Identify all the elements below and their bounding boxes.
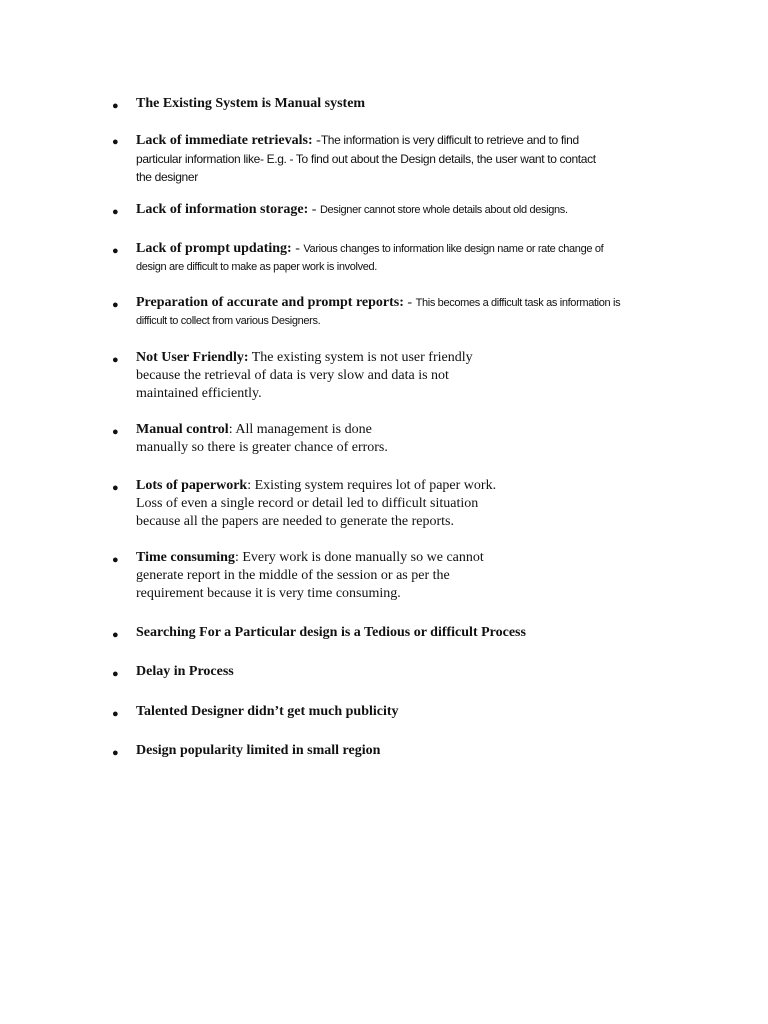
item-description-line: Every work is done manually so we cannot <box>242 550 484 565</box>
item-title: Time consuming <box>136 550 235 565</box>
item-separator: - <box>312 133 321 148</box>
item-title: Design popularity limited in small region <box>136 743 381 758</box>
bullet-icon: ● <box>112 136 119 148</box>
item-description-line: design are difficult to make as paper work is involved. <box>136 261 378 273</box>
item-description-line: because the retrieval of data is very slow and data is not <box>136 368 449 383</box>
item-description-line: particular information like- E.g. - To find out about the Design details, the user want to contact <box>136 152 596 166</box>
item-title: Lack of prompt updating: <box>136 241 292 256</box>
bullet-icon: ● <box>112 100 119 112</box>
list-item-content <box>136 477 496 531</box>
item-description-line: Existing system requires lot of paper work. <box>254 478 497 493</box>
bullet-icon: ● <box>112 299 119 311</box>
list-item-content <box>136 294 620 330</box>
list-item-content <box>136 131 596 186</box>
bullet-icon: ● <box>112 668 119 680</box>
item-description-line: Loss of even a single record or detail led to difficult situation <box>136 496 479 511</box>
item-separator: : <box>228 422 236 437</box>
item-description-line: because all the papers are needed to generate the reports. <box>136 514 454 529</box>
item-title: Searching For a Particular design is a Tedious or difficult Process <box>136 625 526 640</box>
item-description-line: This becomes a difficult task as information is <box>415 297 621 309</box>
item-separator: : <box>247 478 255 493</box>
item-separator: : <box>234 550 243 565</box>
item-separator: - <box>308 202 320 217</box>
item-title: Lack of information storage: <box>136 202 309 217</box>
item-description-line: generate report in the middle of the session or as per the <box>136 568 450 583</box>
bullet-icon: ● <box>112 554 119 566</box>
list-item-content <box>136 421 388 457</box>
bullet-icon: ● <box>112 426 119 438</box>
list-item-content <box>136 742 380 760</box>
item-description-line: manually so there is greater chance of errors. <box>136 440 388 455</box>
item-title: Lots of paperwork <box>136 478 248 493</box>
item-description-line: The information is very difficult to retrieve and to find <box>320 133 579 147</box>
list-item-content <box>136 703 399 721</box>
list-item-content <box>136 663 234 681</box>
item-title: Manual control <box>136 422 229 437</box>
item-separator: - <box>291 241 304 256</box>
list-item-content <box>136 549 484 603</box>
item-title: Delay in Process <box>136 664 234 679</box>
bullet-icon: ● <box>112 245 119 257</box>
item-title: Talented Designer didn’t get much publicity <box>136 704 399 719</box>
bullet-icon: ● <box>112 708 119 720</box>
bullet-icon: ● <box>112 482 119 494</box>
item-title: Not User Friendly: <box>136 350 249 365</box>
item-description-line: All management is done <box>235 422 372 437</box>
bullet-icon: ● <box>112 354 119 366</box>
list-item-content <box>136 95 365 113</box>
item-title: Lack of immediate retrievals: <box>136 133 313 148</box>
bullet-icon: ● <box>112 206 119 218</box>
item-description-line: the designer <box>136 170 198 184</box>
item-description-line: maintained efficiently. <box>136 386 262 401</box>
list-item-content <box>136 201 568 219</box>
item-description-line: requirement because it is very time consuming. <box>136 586 401 601</box>
bullet-icon: ● <box>112 747 119 759</box>
item-title: Preparation of accurate and prompt reports: <box>136 295 404 310</box>
item-description-line: difficult to collect from various Designers. <box>136 315 321 327</box>
item-description-line: Various changes to information like design name or rate change of <box>303 243 604 255</box>
item-separator: - <box>403 295 416 310</box>
bullet-icon: ● <box>112 629 119 641</box>
list-item-content <box>136 240 603 276</box>
item-title: The Existing System is Manual system <box>136 96 366 111</box>
list-item-content <box>136 624 526 642</box>
item-description-line: The existing system is not user friendly <box>251 350 473 365</box>
list-item-content <box>136 349 473 403</box>
item-description-line: Designer cannot store whole details about old designs. <box>319 204 568 216</box>
